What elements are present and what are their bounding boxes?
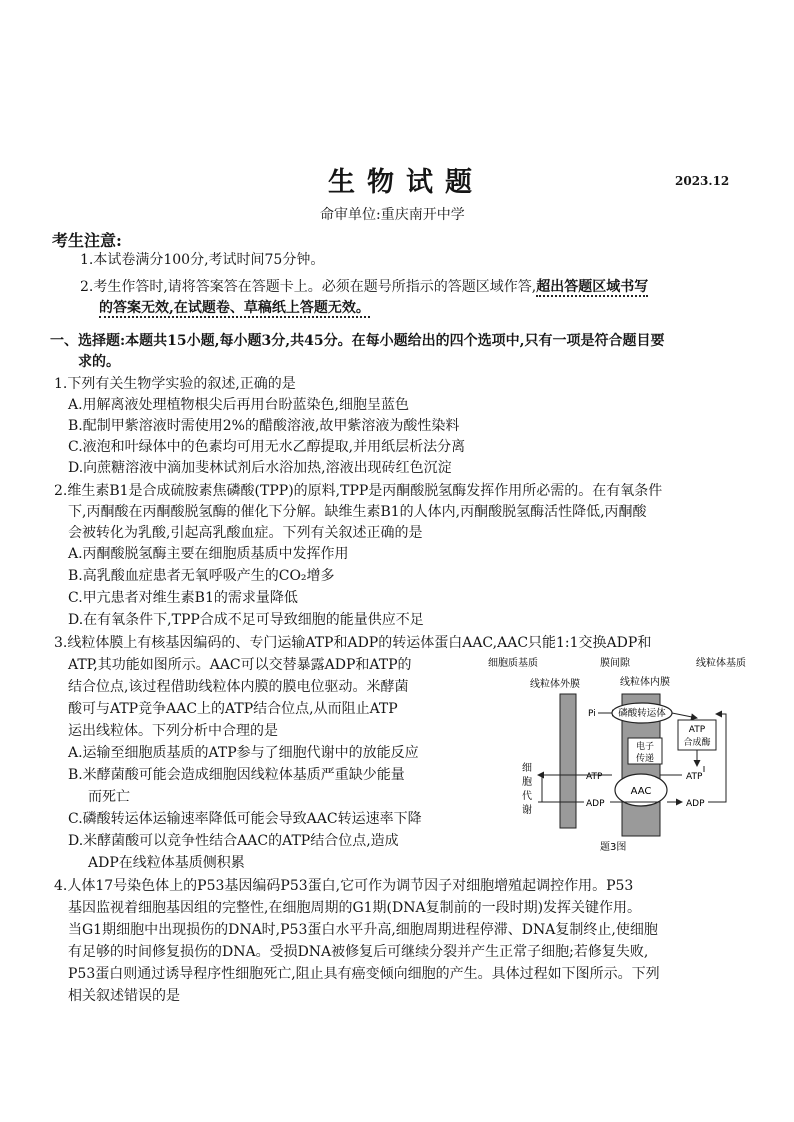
q4-stem-4: 有足够的时间修复损伤的DNA。受损DNA被修复后可继续分裂并产生正常子细胞;若修复失败, [68,944,649,960]
label-atp-matrix: ATP [686,772,703,782]
q2-stem-1: 2.维生素B1是合成硫胺素焦磷酸(TPP)的原料,TPP是丙酮酸脱氢酶发挥作用所必需的。在有氧条件 [54,483,663,499]
label-adp-cyto: ADP [586,799,605,809]
label-adp-matrix: ADP [686,799,705,809]
figure-caption: 题3图 [600,842,627,853]
outer-membrane [560,694,576,828]
label-matrix: 线粒体基质 [696,658,746,669]
label-electron-1: 电子 [635,742,655,752]
notice-item-2-cont: 的答案无效,在试题卷、草稿纸上答题无效。 [99,300,370,316]
q2-option-b: B.高乳酸血症患者无氧呼吸产生的CO₂增多 [68,568,335,584]
q1-stem: 1.下列有关生物学实验的叙述,正确的是 [54,376,296,392]
exam-unit: 命审单位:重庆南开中学 [320,207,465,223]
q3-option-c: C.磷酸转运体运输速率降低可能会导致AAC转运速率下降 [68,811,422,827]
q1-option-a: A.用解离液处理植物根尖后再用台盼蓝染色,细胞呈蓝色 [68,397,410,413]
q3-option-d: D.米酵菌酸可以竞争性结合AAC的ATP结合位点,造成 [68,833,399,849]
notice-item-2: 2.考生作答时,请将答案答在答题卡上。必须在题号所指示的答题区域作答,超出答题区域书写 [80,279,649,295]
q4-stem-3: 当G1期细胞中出现损伤的DNA时,P53蛋白水平升高,细胞周期进程停滞、DNA复制终止,使细胞 [68,922,658,938]
q4-stem-1: 4.人体17号染色体上的P53基因编码P53蛋白,它可作为调节因子对细胞增殖起调控作用。P53 [54,878,634,894]
q1-option-b: B.配制甲紫溶液时需使用2%的醋酸溶液,故甲紫溶液为酸性染料 [68,418,460,434]
label-intermembrane: 膜间隙 [600,658,630,669]
section-heading-line1: 一、选择题:本题共15小题,每小题3分,共45分。在每小题给出的四个选项中,只有一项是符合题目要 [50,333,665,349]
q3-option-b-cont: 而死亡 [88,789,130,805]
q4-stem-2: 基因监视着细胞基因组的完整性,在细胞周期的G1期(DNA复制前的一段时期)发挥关键作用。 [68,900,642,916]
page-title: 生物试题 [328,167,484,198]
q4-stem-5: P53蛋白则通过诱导程序性细胞死亡,阻止具有癌变倾向细胞的产生。具体过程如下图所示。下列 [68,966,660,982]
q2-stem-2: 下,丙酮酸在丙酮酸脱氢酶的催化下分解。缺维生素B1的人体内,丙酮酸脱氢酶活性降低,丙酮酸 [68,504,647,520]
label-pi: Pi [588,709,596,719]
q2-option-d: D.在有氧条件下,TPP合成不足可导致细胞的能量供应不足 [68,612,424,628]
label-metab-4: 谢 [522,805,532,816]
label-inner-membrane: 线粒体内膜 [620,677,670,688]
exam-date: 2023.12 [675,174,730,188]
q2-option-c: C.甲亢患者对维生素B1的需求量降低 [68,590,298,606]
q4-stem-6: 相关叙述错误的是 [68,988,180,1004]
label-metab-3: 代 [522,791,532,802]
q2-stem-3: 会被转化为乳酸,引起高乳酸血症。下列有关叙述正确的是 [68,525,423,541]
notice-item-1: 1.本试卷满分100分,考试时间75分钟。 [80,252,325,268]
label-aac: AAC [630,786,652,797]
label-atp-synthase-1: ATP [688,725,706,735]
q2-option-a: A.丙酮酸脱氢酶主要在细胞质基质中发挥作用 [68,546,349,562]
q1-option-c: C.液泡和叶绿体中的色素均可用无水乙醇提取,并用纸层析法分离 [68,439,466,455]
q1-option-d: D.向蔗糖溶液中滴加斐林试剂后水浴加热,溶液出现砖红色沉淀 [68,460,452,476]
section-heading-line2: 求的。 [78,354,120,370]
notice-heading: 考生注意: [52,231,122,250]
q3-stem-3: 结合位点,该过程借助线粒体内膜的膜电位驱动。米酵菌 [68,679,409,695]
label-metab-2: 胞 [522,777,532,788]
q3-stem-2: ATP,其功能如图所示。AAC可以交替暴露ADP和ATP的 [68,657,412,673]
label-outer-membrane: 线粒体外膜 [530,679,580,690]
q3-stem-5: 运出线粒体。下列分析中合理的是 [68,723,278,739]
q3-option-a: A.运输至细胞质基质的ATP参与了细胞代谢中的放能反应 [68,745,419,761]
q3-stem-1: 3.线粒体膜上有核基因编码的、专门运输ATP和ADP的转运体蛋白AAC,AAC只能1:1交换ADP和 [54,635,652,651]
mitochondria-figure [482,654,762,854]
q3-stem-4: 酸可与ATP竞争AAC上的ATP结合位点,从而阻止ATP [68,701,398,717]
q3-option-d-cont: ADP在线粒体基质侧积累 [88,855,245,871]
q3-option-b: B.米酵菌酸可能会造成细胞因线粒体基质严重缺少能量 [68,767,405,783]
label-atp-cyto: ATP [586,772,603,782]
label-cytoplasm: 细胞质基质 [488,658,538,669]
label-metab-1: 细 [522,763,532,774]
label-atp-synthase-2: 合成酶 [683,738,711,748]
label-electron-2: 传递 [635,754,655,764]
label-phosphate-transporter: 磷酸转运体 [618,708,666,719]
